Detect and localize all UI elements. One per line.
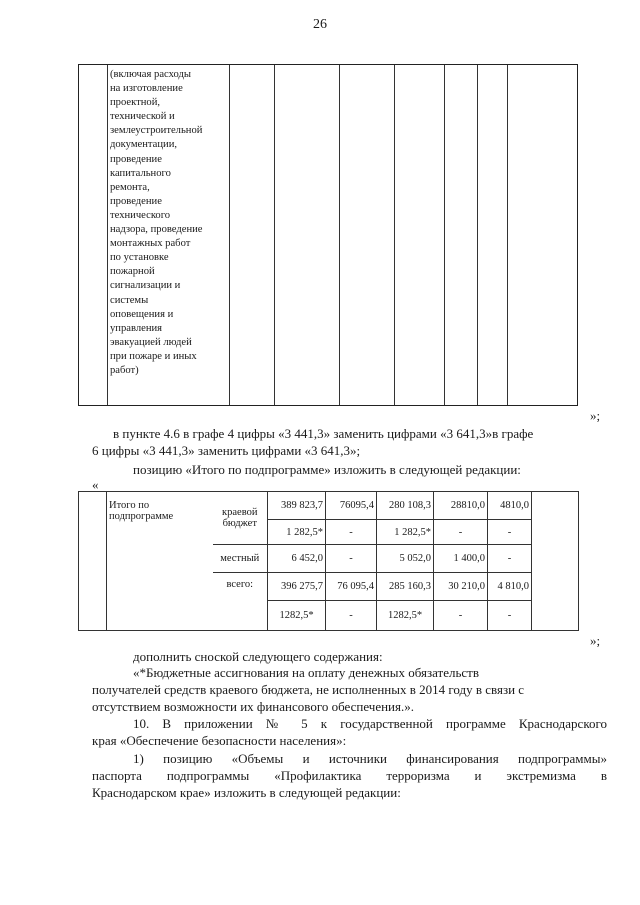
table-cell: 280 108,3 [377, 492, 434, 520]
table-column-divider [507, 65, 508, 405]
footnote-line: получателей средств краевого бюджета, не исполненных в 2014 году в связи с [92, 682, 525, 697]
table-cell: 396 275,7 [268, 573, 326, 601]
table-column-divider [339, 65, 340, 405]
table-cell: 285 160,3 [377, 573, 434, 601]
table-cell: - [488, 545, 532, 573]
paragraph-10-line1: 10. В приложении № 5 к государственной программе Краснодарского [133, 716, 607, 731]
table-cell: 4 810,0 [488, 573, 532, 601]
table-cell: - [488, 601, 532, 631]
table-cell [79, 492, 107, 631]
table-cell: 1 400,0 [434, 545, 488, 573]
table-cell: 76 095,4 [326, 573, 377, 601]
subprogram-title: Итого по подпрограмме [107, 492, 213, 631]
table-column-divider [229, 65, 230, 405]
paragraph-footnote-intro: дополнить сноской следующего содержания: [133, 649, 383, 664]
paragraph-change-line1: в пункте 4.6 в графе 4 цифры «3 441,3» заменить цифрами «3 641,3»в графе [113, 426, 534, 441]
source-cell: местный [213, 545, 268, 573]
table-column-divider [107, 65, 108, 405]
page-number: 26 [313, 17, 327, 32]
subprogram-total-table [78, 491, 579, 631]
table-cell: 28810,0 [434, 492, 488, 520]
table-column-divider [394, 65, 395, 405]
table-cell: 6 452,0 [268, 545, 326, 573]
closing-quote: »; [590, 633, 601, 648]
paragraph-1-line3: Краснодарском крае» изложить в следующей редакции: [92, 785, 401, 800]
source-cell: всего: [213, 573, 268, 631]
closing-quote: »; [590, 408, 601, 423]
paragraph-change-line2: 6 цифры «3 441,3» заменить цифрами «3 641,3»; [92, 443, 361, 458]
table-cell: - [434, 601, 488, 631]
upper-table-cell-text: (включая расходы на изготовление проектной, технической и землеустроительной документации, проведение капитального ремонта, проведение технического надзора, проведение монтажных работ по установке пожарной сигнализации и системы оповещения и управления эвакуацией людей при пожаре и иных работ) [110, 69, 203, 376]
table-cell: - [434, 519, 488, 545]
paragraph-1-line1: 1) позицию «Объемы и источники финансирования подпрограммы» [133, 751, 607, 766]
table-cell: 30 210,0 [434, 573, 488, 601]
table-cell [532, 492, 579, 631]
table-row [79, 492, 579, 520]
table-cell: 1 282,5* [377, 519, 434, 545]
opening-quote: « [92, 477, 99, 492]
table-cell: 76095,4 [326, 492, 377, 520]
footnote-line: отсутствием возможности их финансового обеспечения.». [92, 699, 414, 714]
table-cell: 5 052,0 [377, 545, 434, 573]
paragraph-position: позицию «Итого по подпрограмме» изложить в следующей редакции: [133, 462, 521, 477]
table-column-divider [274, 65, 275, 405]
table-cell: 1282,5* [268, 601, 326, 631]
table-cell: 1282,5* [377, 601, 434, 631]
table-cell: 389 823,7 [268, 492, 326, 520]
table-cell: - [326, 601, 377, 631]
source-cell: краевой бюджет [213, 492, 268, 545]
table-cell: - [326, 519, 377, 545]
footnote-line: «*Бюджетные ассигнования на оплату денежных обязательств [133, 665, 479, 680]
table-cell: - [488, 519, 532, 545]
paragraph-10-line2: края «Обеспечение безопасности населения»: [92, 733, 347, 748]
table-cell: 1 282,5* [268, 519, 326, 545]
table-column-divider [444, 65, 445, 405]
table-cell: - [326, 545, 377, 573]
paragraph-1-line2: паспорта подпрограммы «Профилактика терроризма и экстремизма в [92, 768, 607, 783]
table-column-divider [477, 65, 478, 405]
table-cell: 4810,0 [488, 492, 532, 520]
